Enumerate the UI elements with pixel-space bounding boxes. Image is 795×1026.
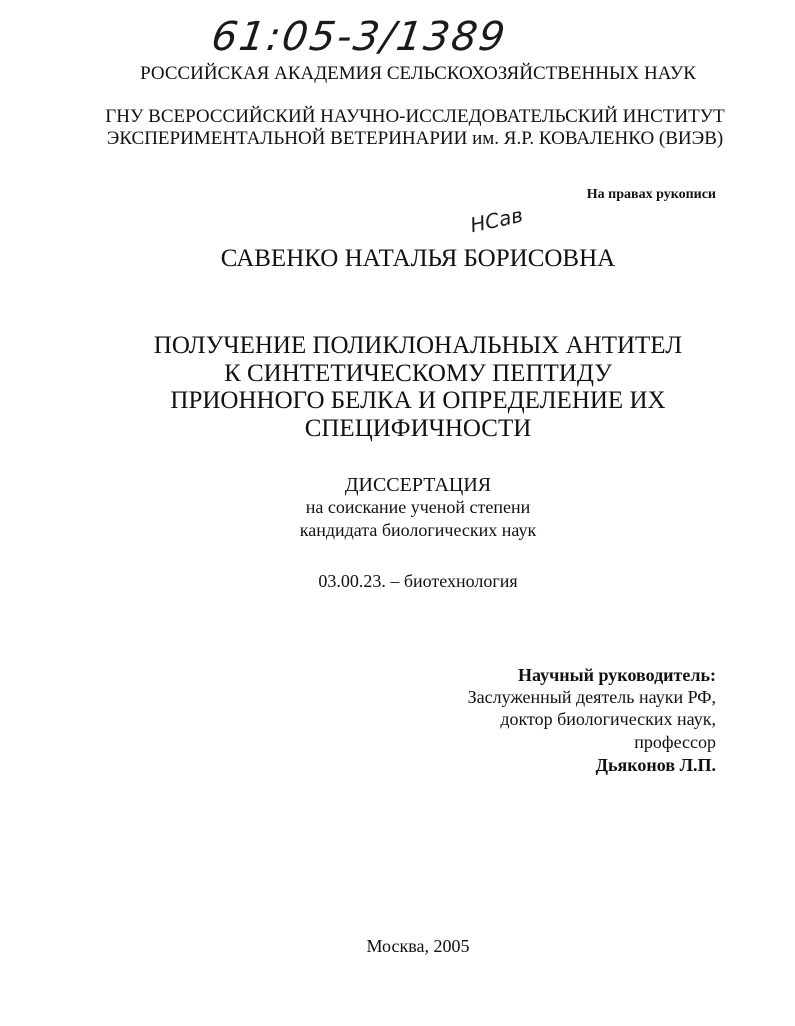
manuscript-rights: На правах рукописи <box>586 187 716 202</box>
degree-line-2: кандидата биологических наук <box>299 520 537 540</box>
supervisor-line-2: доктор биологических наук, <box>500 709 716 729</box>
institute-line-1: ГНУ ВСЕРОССИЙСКИЙ НАУЧНО-ИССЛЕДОВАТЕЛЬСКИЙ ИНСТИТУТ <box>105 106 725 127</box>
supervisor-line-3: профессор <box>634 732 716 752</box>
academy-name: РОССИЙСКАЯ АКАДЕМИЯ СЕЛЬСКОХОЗЯЙСТВЕННЫХ НАУК <box>140 63 696 84</box>
handwritten-code: 61:05-3/1389 <box>208 14 510 60</box>
degree-line-1: на соискание ученой степени <box>305 497 531 517</box>
institute-line-2: ЭКСПЕРИМЕНТАЛЬНОЙ ВЕТЕРИНАРИИ им. Я.Р. КОВАЛЕНКО (ВИЭВ) <box>106 128 724 149</box>
title-line-3: ПРИОННОГО БЕЛКА И ОПРЕДЕЛЕНИЕ ИХ <box>170 387 666 414</box>
footer-city-year: Москва, 2005 <box>366 936 470 956</box>
supervisor-label: Научный руководитель: <box>518 665 716 685</box>
work-type: ДИССЕРТАЦИЯ <box>344 474 492 496</box>
supervisor-line-1: Заслуженный деятель науки РФ, <box>467 687 716 707</box>
title-line-2: К СИНТЕТИЧЕСКОМУ ПЕПТИДУ <box>224 360 612 387</box>
title-line-1: ПОЛУЧЕНИЕ ПОЛИКЛОНАЛЬНЫХ АНТИТЕЛ <box>153 332 683 359</box>
title-line-4: СПЕЦИФИЧНОСТИ <box>304 415 532 442</box>
specialty: 03.00.23. – биотехнология <box>318 571 518 591</box>
supervisor-name: Дьяконов Л.П. <box>595 755 716 775</box>
author-name: САВЕНКО НАТАЛЬЯ БОРИСОВНА <box>220 245 616 272</box>
signature: НСав <box>468 202 525 238</box>
